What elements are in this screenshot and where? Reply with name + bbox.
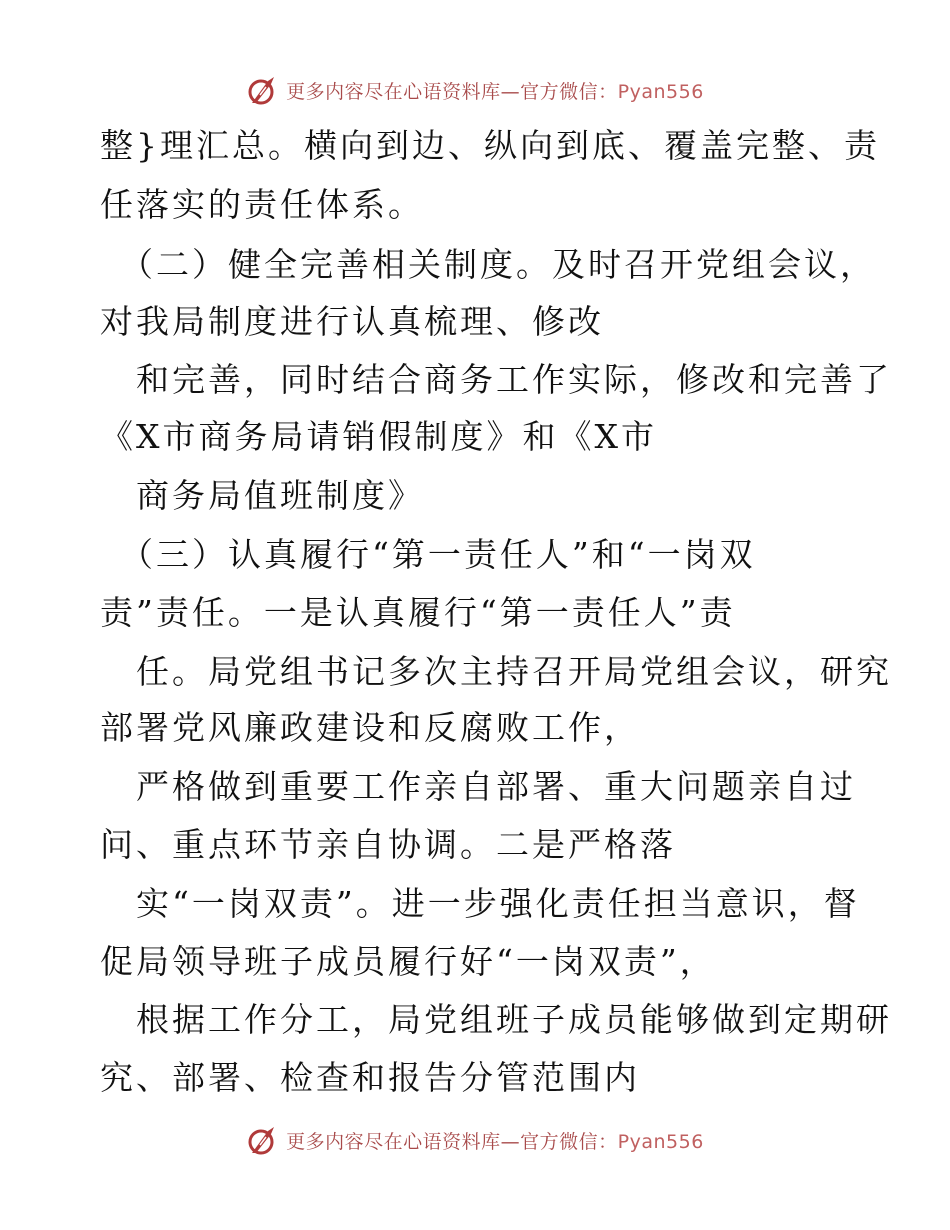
body-line: 整}理汇总。横向到边、纵向到底、覆盖完整、责	[100, 126, 880, 165]
body-line: 对我局制度进行认真梳理、修改	[100, 302, 604, 341]
footer-site-text: 更多内容尽在心语资料库—官方微信：	[286, 1130, 618, 1153]
body-line: 实“一岗双责”。进一步强化责任担当意识，督	[136, 884, 860, 923]
header-banner	[0, 72, 950, 108]
body-line: （二）健全完善相关制度。及时召开党组会议，	[120, 245, 876, 284]
header-site-text: 更多内容尽在心语资料库—官方微信：	[286, 80, 618, 103]
body-line: 和完善，同时结合商务工作实际，修改和完善了	[136, 360, 892, 399]
body-line: 促局领导班子成员履行好“一岗双责”，	[100, 942, 716, 981]
header-banner-text	[286, 77, 704, 104]
body-line: 商务局值班制度》	[136, 476, 424, 515]
body-line: 部署党风廉政建设和反腐败工作，	[100, 708, 640, 747]
body-line: 问、重点环节亲自协调。二是严格落	[100, 825, 676, 864]
footer-wechat-id: Pyan556	[617, 1130, 704, 1153]
body-line: 根据工作分工，局党组班子成员能够做到定期研	[136, 1000, 892, 1039]
body-line: 任。局党组书记多次主持召开局党组会议，研究	[136, 652, 892, 691]
header-wechat-id: Pyan556	[617, 80, 704, 103]
footer-banner-text	[286, 1127, 704, 1154]
body-line: 严格做到重要工作亲自部署、重大问题亲自过	[136, 767, 856, 806]
quill-logo-icon	[246, 1123, 280, 1157]
body-line: 究、部署、检查和报告分管范围内	[100, 1058, 640, 1097]
quill-logo-icon	[246, 73, 280, 107]
body-line: 责”责任。一是认真履行“第一责任人”责	[100, 593, 736, 632]
body-line: （三）认真履行“第一责任人”和“一岗双	[120, 535, 756, 574]
body-line: 《X市商务局请销假制度》和《X市	[100, 417, 657, 456]
body-line: 任落实的责任体系。	[100, 185, 424, 224]
footer-banner	[0, 1122, 950, 1158]
